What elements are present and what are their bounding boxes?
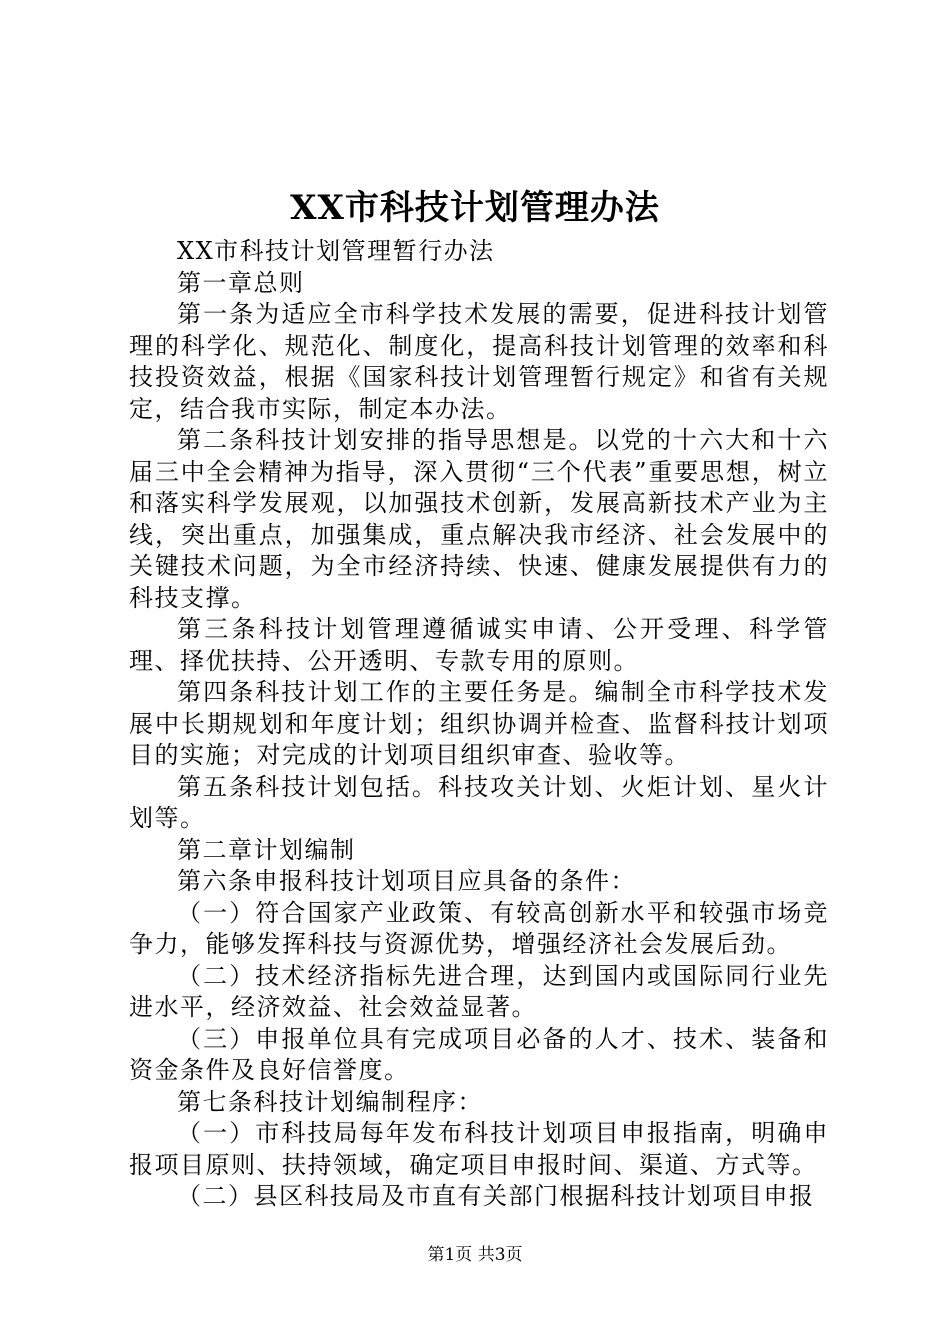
list-item: （二）技术经济指标先进合理，达到国内或国际同行业先进水平，经济效益、社会效益显著。 xyxy=(129,961,829,1021)
document-title: XX市科技计划管理办法 xyxy=(290,188,660,228)
page-footer: 第1页 共3页 xyxy=(427,1245,523,1265)
article-paragraph: 第五条科技计划包括。科技攻关计划、火炬计划、星火计划等。 xyxy=(129,772,829,832)
document-subtitle: XX市科技计划管理暂行办法 xyxy=(177,237,495,265)
article-paragraph: 第六条申报科技计划项目应具备的条件： xyxy=(177,867,636,895)
list-item: （三）申报单位具有完成项目必备的人才、技术、装备和资金条件及良好信誉度。 xyxy=(129,1024,829,1084)
article-paragraph: 第四条科技计划工作的主要任务是。编制全市科学技术发展中长期规划和年度计划；组织协调并检查、监督科技计划项目的实施；对完成的计划项目组织审查、验收等。 xyxy=(129,678,829,769)
article-paragraph: 第七条科技计划编制程序： xyxy=(177,1087,483,1116)
article-paragraph: 第三条科技计划管理遵循诚实申请、公开受理、科学管理、择优扶持、公开透明、专款专用的原则。 xyxy=(129,615,829,675)
list-item: （一）市科技局每年发布科技计划项目申报指南，明确申报项目原则、扶持领域，确定项目申报时间、渠道、方式等。 xyxy=(129,1119,829,1179)
chapter-heading: 第一章总则 xyxy=(177,268,305,297)
list-item: （二）县区科技局及市直有关部门根据科技计划项目申报 xyxy=(177,1182,815,1210)
list-item: （一）符合国家产业政策、有较高创新水平和较强市场竞争力，能够发挥科技与资源优势，增强经济社会发展后劲。 xyxy=(129,898,829,958)
document-body xyxy=(129,236,829,1213)
article-paragraph: 第一条为适应全市科学技术发展的需要，促进科技计划管理的科学化、规范化、制度化，提高科技计划管理的效率和科技投资效益，根据《国家科技计划管理暂行规定》和省有关规定，结合我市实际，制定本办法。 xyxy=(129,300,829,423)
chapter-heading: 第二章计划编制 xyxy=(177,835,356,864)
article-paragraph: 第二条科技计划安排的指导思想是。以党的十六大和十六届三中全会精神为指导，深入贯彻“三个代表”重要思想，树立和落实科学发展观，以加强技术创新，发展高新技术产业为主线，突出重点，加强集成，重点解决我市经济、社会发展中的关键技术问题，为全市经济持续、快速、健康发展提供有力的科技支撑。 xyxy=(129,426,829,612)
